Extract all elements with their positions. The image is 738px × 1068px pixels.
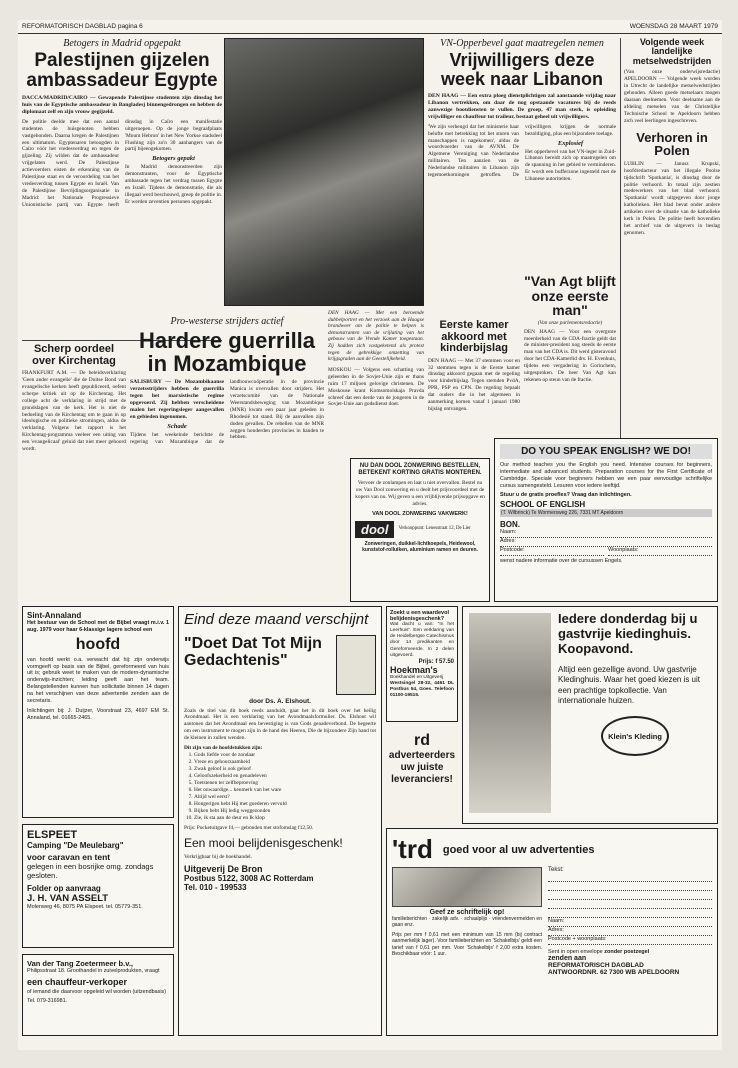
subhead: Explosief — [557, 139, 584, 147]
company-address: Westsingel 28-32, 4461 DL Postbus 54, Goes. Telefoon 01100-19515. — [390, 680, 454, 699]
book-gift-line: Een mooi belijdenisgeschenk! — [184, 836, 343, 850]
text-line[interactable] — [548, 891, 712, 900]
kicker: Volgende week landelijke metselwedstrijden — [632, 37, 712, 66]
ad-van-dool — [350, 458, 490, 602]
ad-title: DO YOU SPEAK ENGLISH? WE DO! — [500, 444, 712, 459]
rd-logo: 'trd — [392, 834, 433, 864]
bullet: familieberichten — [392, 916, 428, 922]
toc-item: 1. Gods liefde voor de zondaar — [194, 752, 376, 759]
headline: Hardere guerrilla in Mozambique — [138, 328, 316, 377]
toc-item: 4. Geloofszekerheid en genadeleven — [194, 773, 376, 780]
bullet: vriendenvermelden en gaan enz. — [392, 916, 542, 929]
ad-subtitle: VAN DOOL ZONWERING VAKWERK! — [372, 511, 468, 517]
promo: Geef ze schriftelijk op! — [429, 909, 505, 916]
form-field-name[interactable]: Naam: — [500, 529, 712, 538]
ad-address: Philipsstraat 18. Groothandel in zuivelprodukten, vraagt — [27, 968, 160, 974]
headline: Eerste kamer akkoord met kinderbijslag — [439, 319, 509, 355]
article-kirchentag — [22, 344, 126, 453]
headline: Palestijnen gijzelen ambassadeur Egypte — [26, 50, 218, 91]
ad-rd-advertisers — [386, 724, 458, 824]
form-note: wenst nadere informatie over de cursussen Engels. — [500, 557, 623, 564]
photo-caption: DEN HAAG — Met een beroemde dubbelportret en het verzoek aan de Haagse brandweer om de politie te helpen is demonstranten van de vrijlating van het gebouw van de Vrende Kamer toegestaan. Zij hadden zich vastgeketend als protest tegen de gebrekkige omzetting van krijgsgraden aan de Geestelijkeheid. — [328, 310, 424, 363]
lead: DACCA/MADRID/CAIRO — Gewapende Palestijnse studenten zijn dinsdag het huis van de Egyptische ambassadeur in Bangladesj binnengedrongen en hebben de diplomaat zelf en zijn vrouw gegijzeld. — [22, 94, 222, 115]
byline: (Van onze parlementsredactie) — [537, 320, 603, 327]
field-address[interactable]: Adres: — [548, 927, 712, 936]
ad-tagline: Zonweringen, duikkel-lichtkoepels, Heidewool, kunststof-rolluiken, aluminium ramen en deuren. — [362, 541, 478, 553]
toc-item: 9. Bijken hebt Hij ledig weggezonden — [194, 808, 376, 815]
header-left: REFORMATORISCH DAGBLAD pagina 6 — [22, 23, 143, 30]
publisher-name: Uitgeverij De Bron — [184, 863, 263, 874]
book-title: "Doet Dat Tot Mijn Gedachtenis" — [184, 634, 322, 670]
antwoord-address: ANTWOORDNR. 62 7300 WB APELDOORN — [548, 969, 680, 976]
moscow-brief: MOSKOU — Volgens een schatting van geleerden in de Sovjet-Unie zijn er thans ruim 17 miljoen gelovige christenen. De Moskouse krant Komsomolskaja Pravda schreef dat een derde van de jongeren in de Sovjet-Unie aan godsdienst doet. — [328, 366, 424, 408]
lead: SALISBURY — De Mozambikaanse verzetsstrijders hebben de guerrilla tegen het marxistische regime opgevoerd. Zij hebben verscheidene malen het regeringsleger aangevallen en gebieden ingenomen. — [130, 379, 224, 421]
article-body: FRANKFURT A.M. — De beleidsverklaring 'Geen ander evangelie' die de Duitse Bond van evangelische kerken heeft gepubliceerd, oefent scherpe kritiek uit op de Kirchentag. Het college acht de verklaring in strijd met de grondslagen van de kerk. Het is niet de bedoeling van de Kirchentag om te gaan in op ideologische en politieke stromingen, aldus de verklaring. Volgens het rapport is het Kirchentag-programma veeleer een uiting van een 'evangelicaal' geluid dat niet meer gehoord wordt. — [22, 370, 126, 453]
text-line[interactable] — [548, 909, 712, 918]
toc-item: 5. Toetstenen ter zelfbeproeving — [194, 780, 376, 787]
model-photo — [469, 613, 551, 813]
article-body-2: In Madrid demonstreerden zijn demonstranten, voor de Egyptische ambassade tegen het verdrag tussen Egypte en Israël. Tijdens de demonstratie, die als illegaal werd beschouwd, greep de politie in. Er werden zeventien personen opgepakt. — [125, 164, 222, 205]
vacancy-title: hoofd — [75, 635, 121, 653]
dool-logo: dool — [355, 521, 394, 538]
intro: Het bestuur van de School met de Bijbel vraagt m.i.v. 1 aug. 1979 voor haar 6-klassige lagere school een — [27, 620, 169, 633]
text-line[interactable] — [548, 873, 712, 882]
field-postcode[interactable]: Postcode + woonplaats: — [548, 936, 712, 945]
ad-heading: Eind deze maand verschijnt — [184, 611, 369, 628]
kicker: VN-Opperbevel gaat maatregelen nemen — [440, 38, 604, 49]
bullet: schaalplijs — [464, 916, 488, 922]
footer-2: zonder postzegel — [604, 949, 650, 955]
kicker: Pro-westerse strijders actief — [170, 316, 284, 327]
form-field-address[interactable]: Adres: — [500, 538, 712, 547]
form-field-postcode[interactable]: Postcode: — [500, 547, 604, 556]
article-mozambique — [130, 316, 324, 446]
toc-item: 2. Vreze en gehoorzaamheid — [194, 759, 376, 766]
ad-title: NU DAN DOOL ZONWERING BESTELLEN, BETEKENT KORTING GRATIS MONTEREN. — [358, 463, 482, 477]
ad-van-der-tang — [22, 954, 174, 1036]
rd-text: adverteerders uw juiste leveranciers! — [388, 750, 456, 785]
publisher-phone: Tel. 010 - 199533 — [184, 882, 247, 892]
ad-requirement: of iemand die daarvoor opgeleid wil worden (uitzendbasis) — [27, 988, 167, 995]
column-divider — [620, 38, 621, 438]
ad-form-rd: 'trd goed voor al uw advertenties Geef ze schriftelijk op! familieberichten · zakelijk adv. · schaalplijs · vriendenvermelden en gaan enz. Prijs per mm f 0,61 met een minimum van 15 mm (bij contract aanmerkelijk lager). Voor familieberichten en 'Schakelbijs' geldt een tarief van f 0,61 per mm. Voor 'Schakelbijs' f 2,00 extra kosten. Beschikbaar vóór: 1 uur. Tekst: Naam: Adres: Postcode + woonplaats: Sent in open envelope zonder postzegel zenden aan REFORMATORISCH DAGBLAD ANTWOORDNR. 62 7300 WB APELDOORN — [386, 828, 718, 1036]
bullet: zakelijk adv. — [432, 916, 460, 922]
tekst-label: Tekst: — [548, 867, 564, 873]
article-libanon — [428, 38, 616, 183]
book-cover-image — [336, 635, 376, 695]
ad-role: een chauffeur-verkoper — [27, 976, 128, 987]
rd-logo: rd — [414, 732, 430, 749]
kleins-logo: Klein's Kleding — [601, 716, 669, 756]
ad-text-2: gelegen in een bosrijke omg. zondags gesloten. — [27, 862, 154, 880]
column-right — [624, 38, 720, 237]
contact: Inlichtingen bij: J. Duijzer, Voorstraat 23, 4697 EM St. Annaland, tel. 01665-2465. — [27, 707, 169, 721]
ad-elspeet — [22, 824, 174, 948]
lead: DEN HAAG — Een extra ploeg dienstplichtigen zal aanstaande vrijdag naar Libanon vertrekken, om daar de nog opstaande vacatures bij de reeds aanwezige bootdiensten te vullen. De groep, 47 man sterk, is opleiding vrijwilliger en chauffeur tot traileur, bestaat geheel uit vrijwilligers. — [428, 92, 616, 120]
ad-body: Wat dacht u van: "In het Leerhuis". Een verklaring van de Heidelbergse Catechismus door 14 predikanten en Gereformeerde. In 2 delen uitgevoerd. — [390, 622, 454, 658]
town: Sint-Annaland — [27, 611, 82, 620]
footer-1: Sent in open envelope — [548, 949, 603, 955]
footer-3: zenden aan — [548, 955, 587, 962]
company-sub: Boekhandel en Uitgeverij — [390, 674, 444, 680]
school-address: (T. Wilbrinck) Te Wormersweg 226, 7331 MT Apeldoorn — [500, 509, 712, 517]
rules: Prijs per mm f 0,61 met een minimum van 15 mm (bij contract aanmerkelijk lager). Voor familieberichten en 'Schakelbijs' geldt een tarief van f 0,61 per mm. Voor 'Schakelbijs' f 2,00 extra kosten. Beschikbaar vóór: 1 uur. — [392, 931, 542, 957]
ad-school-of-english — [494, 438, 718, 602]
ad-title: ELSPEET — [27, 829, 78, 841]
headline: "Van Agt blijft onze eerste man" — [524, 273, 616, 319]
toc-title: Dit zijn van de hoofdstukken zijn: — [184, 745, 263, 752]
headline: Scherp oordeel over Kirchentag — [32, 343, 116, 367]
ad-title: Zoekt u een waardevol belijdenisgeschenk? — [390, 610, 449, 622]
toc-item: 8. Hongerigen hebt Hij met goederen vervuld — [194, 801, 376, 808]
ad-body: Altijd een gezellige avond. Uw gastvrije Kledinghuis. Waar het goed kiezen is uit een prachtige topkollectie. Van internationale huizen. — [558, 664, 701, 705]
headline: Vrijwilligers deze week naar Libanon — [440, 50, 604, 89]
book-seller: Verkrijgbaar bij de boekhandel. — [184, 854, 252, 860]
subhead: Schade — [167, 423, 187, 431]
article-body: De politie deelde mee dat een aantal studenten de huisgenoten hebben vastgebonden. Daarna kregen de Palestijnen een ultimatum. Egyptenaren betoogden in Caïro vóór het vredesverdrag en tegen de gijzeling. Zij wilden dat de ambassadeur vrijgelaten werd. De Palestijnse actievoerders eisten de erkenning van de Palestijnse staat en de veroordeling van het vredesverdrag tussen Egypte en Israël. Van de Palestijnse Bevrijdingsorganisatie in Madrid: het Nationale Progressieve Unionistische partij van Egypte heeft dinsdag in Caïro een manifestatie uitgeroepen. Op de jonge begraafplaats 'Mount Hebron' in het New Yorkse stadsdeel Flushing zijn zo'n 30 aanhangers van de partij bijeengekomen. — [22, 118, 222, 208]
company-name: Hoekman's — [390, 664, 438, 675]
ad-folder: Folder op aanvraag — [27, 884, 101, 893]
ad-address: Molenweg 46, 8075 PA Elspeet. tel. 05779-351. — [27, 904, 143, 910]
toc-item: 6. Het onwaardige... kenmerk van het ware — [194, 787, 376, 794]
headline: Verhoren in Polen — [636, 129, 708, 159]
ad-hoekman — [386, 606, 458, 722]
paper-name: REFORMATORISCH DAGBLAD — [548, 962, 644, 969]
article-body: (Van onze onderwijsredactie) APELDOORN — Volgende week worden in Utrecht de landelijke metselwedstrijden gehouden. Alleen goede metselaars mogen daaraan deelnemen. Voor deelname aan de afdeling metselen van de Christelijke Technische School te Apeldoorn hebben zich veel leerlingen ingeschreven. — [624, 69, 720, 124]
article-kinderbijslag — [428, 320, 520, 413]
article-body-2: Het opperbevel van het VN-leger in Zuid-Libanon bereidt zich op maatregelen om de spanning in het gebied te verminderen. Er wordt een bufferzone ingesteld met de Libanese autoriteiten. — [525, 148, 616, 183]
publisher-address: Postbus 5122, 3008 AC Rotterdam — [184, 873, 314, 883]
ad-school-vacancy — [22, 606, 174, 818]
article-egypt — [22, 38, 222, 209]
ad-body: Vervoer de zonlampen en laat u niet overvallen. Bestel nu uw Van Dool zonwering en u deelt het prijsvoordeel met de kopers van nu. Wij geven u een vrijblijvende prijsopgave en advies. — [355, 480, 485, 508]
article-body: DEN HAAG — Met 37 stemmen voor en 32 stemmen tegen is de Eerste kamer dinsdag akkoord gegaan met de regeling voor kinderbijslag. Tegen stemden PvdA, PPR, PSP en CPN. De regeling bepaalt dat ouders die in het algemeen in aanmerking komen vanaf 1 januari 1980 bijslag ontvangen. — [428, 357, 520, 412]
article-body: 'We zijn verheugd dat het ministerie haar belofte met betrekking tot het sturen van manschappen is nagekomen', aldus de woordvoerder van de AVNM. De Algemene Vereniging van Nederlandse militairen. Ten aanzien van de Nederlandse militairen in Libanon zijn tegemoetkomingen getroffen. De vrijwilligers krijgen de normale bezoldiging, plus een bijzondere toelage. — [428, 123, 616, 179]
toc-item: 7. Altijd wel eerst? — [194, 794, 376, 801]
article-body-2: LUBLIN — Janusz Krupski, hoofdredacteur van het illegale Poolse tijdschrift 'Spotkania', is dinsdag door de politie verhoord. In totaal zijn zestien medewerkers van het blad verhoord. 'Spotkania' wordt uitgegeven door jonge katholieken. Het blad bevat onder andere artikelen over de situatie van de katholieke kerk in Polen. De politie heeft bovendien het archief van de uitgevers in beslag genomen. — [624, 160, 720, 236]
ad-price: Prijs: f 57.50 — [418, 658, 454, 665]
ad-text-1: voor caravan en tent — [27, 852, 111, 862]
article-body: Tijdens het weekeinde berichtte de regering van Mozambique dat de landbouwcoöperatie in de provincie Manica is overvallen door strijders. Het verzetscomité van de Nationale Weerstandsbeweging van Mozambique (MNR) kwam een paar jaar geleden in Rhodesië tot stand. Bij de aanvallen zijn doden gevallen. De rebellen van de MNR zeggen honderden provincies in handen te hebben. — [130, 379, 324, 445]
text-line[interactable] — [548, 882, 712, 891]
book-price: Prijs: Pocketuitgave f4,— gebonden met stofomslag f12,50. — [184, 825, 314, 832]
ad-title: goed voor al uw advertenties — [442, 843, 595, 856]
ad-kleins-kleding — [462, 606, 718, 824]
article-body: DEN HAAG — Voor een overgrote meerderheid van de CDA-fractie geldt dat de minister-president nog steeds de eerste man van het CDA is. Dit werd gisteravond door het CDA-Kamerlid drs. H. Evenhuis, tijdens een vergadering in Gorinchem, uitgesproken. De heer Van Agt kan rekenen op steun van de fractie. — [524, 328, 616, 384]
news-photo — [224, 38, 424, 306]
field-name[interactable]: Naam: — [548, 918, 712, 927]
ad-book-de-bron — [178, 606, 382, 1036]
ad-phone: Tel. 079-316981. — [27, 997, 68, 1004]
subhead: Betogers gepakt — [152, 155, 195, 163]
header-right: WOENSDAG 28 MAART 1979 — [629, 23, 718, 30]
ad-address: Verkooppunt: Lenesstraat 12, De Lier — [398, 526, 471, 532]
ad-body: Our method teaches you the English you need. Intensive courses for beginners, intermediate and advanced students. Preparation courses for the First Certificate of Cambridge. Speciale voor beginners hebben we een paar eenvoudige schriftelijke cursus samengesteld. Lesuren voor iedere leeftijd. — [500, 462, 712, 489]
kicker: Betogers in Madrid opgepakt — [63, 38, 181, 49]
book-description: Zoals de titel van dit boek reeds aanduidt, gaat het in dit boek over het heilig Avondmaal. Het is een verklaring van het Avondmaalsformulier. Ds. Elshout wil aantonen dat het Avondmaal een bevestiging is van Gods genadeverbond. De begeerte om een instrument te mogen zijn in de hand des Heeren, Die de bijzondere Zijn hand tot de kleinen in zullen wenden. — [184, 707, 376, 742]
ad-title: Van der Tang Zoetermeer b.v., — [27, 959, 134, 968]
ad-headline: Iedere donderdag bij u gastvrije kiedinghuis. Koopavond. — [558, 611, 698, 656]
form-title: BON. — [500, 519, 520, 529]
text-line[interactable] — [548, 900, 712, 909]
ad-cta: Stuur u de gratis proefles? Vraag dan inlichtingen. — [500, 491, 632, 498]
article-van-agt — [524, 274, 616, 384]
toc-item: 3. Zwak geloof is ook geloof — [194, 766, 376, 773]
ad-name: J. H. VAN ASSELT — [27, 893, 109, 904]
form-field-town[interactable]: Woonplaats: — [608, 547, 712, 556]
page-header — [18, 20, 722, 34]
school-name: SCHOOL OF ENGLISH — [500, 499, 586, 509]
vacancy-body: van hoofd werkt o.a. verwacht dat hij: zijn onderwijs vormgeeft op basis van de Bijbel, gereformeerd van huis uit is; gebruik weet te maken van de modern-dynamische onderwijs-inzichten; leiding geeft aan het team. Belangstellenden kunnen hun sollicitatie binnen 14 dagen na het verschijnen van deze advertentie zenden aan de secretaris. — [27, 656, 169, 705]
toc-item: 10. Zie, ik sta aan de deur en Ik klop — [194, 815, 376, 822]
toc-list — [184, 752, 376, 822]
illustration-hands — [392, 867, 542, 907]
book-author: door Ds. A. Elshout. — [249, 697, 311, 705]
photo-caption-block — [328, 310, 424, 408]
newspaper-page — [18, 20, 722, 1050]
ad-sub: Camping "De Meulebarg" — [27, 841, 124, 850]
